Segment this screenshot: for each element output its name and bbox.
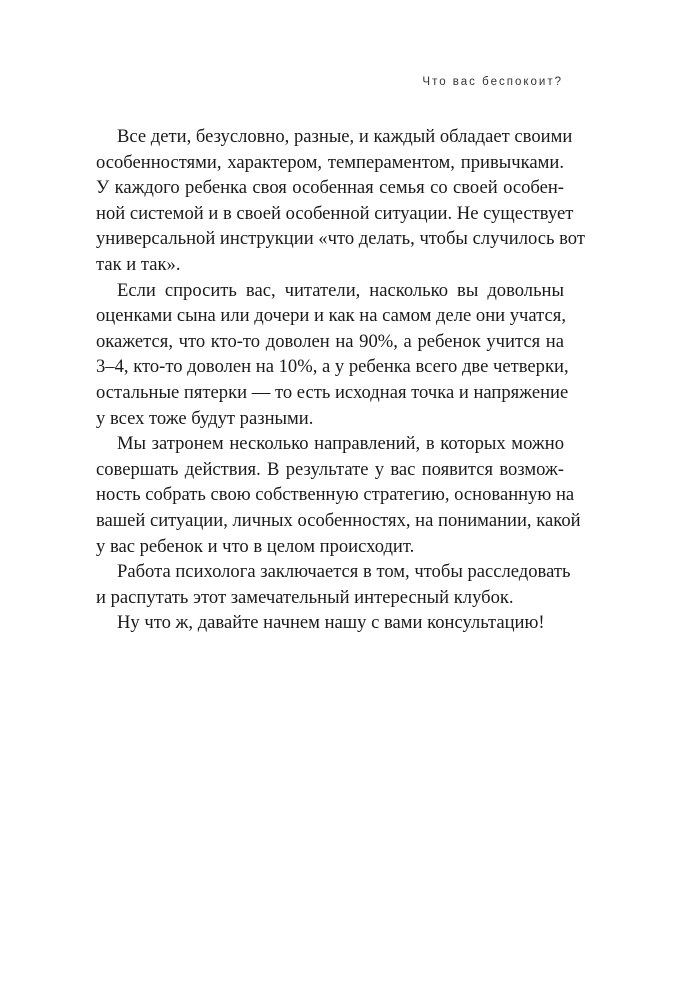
text-line: универсальной инструкции «что делать, чтобы случилось вот bbox=[96, 228, 585, 250]
text-line: у всех тоже будут разными. bbox=[96, 407, 314, 429]
running-head: Что вас беспокоит? bbox=[422, 76, 563, 88]
text-line: Мы затронем несколько направлений, в которых можно bbox=[117, 433, 564, 455]
text-line: ной системой и в своей особенной ситуации. Не существует bbox=[96, 202, 574, 224]
body-text bbox=[96, 124, 585, 636]
text-line: ность собрать свою собственную стратегию, основанную на bbox=[96, 484, 575, 506]
text-line: и распутать этот замечательный интересный клубок. bbox=[96, 586, 514, 608]
text-line: Если спросить вас, читатели, насколько вы довольны bbox=[117, 279, 564, 301]
text-line: оценками сына или дочери и как на самом деле они учатся, bbox=[96, 305, 566, 327]
text-line: Все дети, безусловно, разные, и каждый обладает своими bbox=[117, 126, 573, 147]
text-line: вашей ситуации, личных особенностях, на понимании, какой bbox=[96, 509, 581, 531]
text-line: особенностями, характером, темпераментом, привычками. bbox=[96, 151, 564, 173]
text-line: совершать действия. В результате у вас появится возмож- bbox=[96, 458, 564, 480]
text-line: окажется, что кто-то доволен на 90%, а ребенок учится на bbox=[96, 330, 564, 352]
text-line: остальные пятерки — то есть исходная точка и напряжение bbox=[96, 381, 569, 403]
text-line: так и так». bbox=[96, 253, 181, 275]
text-line: Ну что ж, давайте начнем нашу с вами консультацию! bbox=[117, 612, 545, 634]
text-line: 3–4, кто-то доволен на 10%, а у ребенка всего две четверки, bbox=[96, 356, 569, 378]
text-line: у вас ребенок и что в целом происходит. bbox=[96, 535, 415, 557]
text-line: У каждого ребенка своя особенная семья со своей особен- bbox=[96, 177, 564, 199]
text-line: Работа психолога заключается в том, чтобы расследовать bbox=[117, 561, 571, 583]
